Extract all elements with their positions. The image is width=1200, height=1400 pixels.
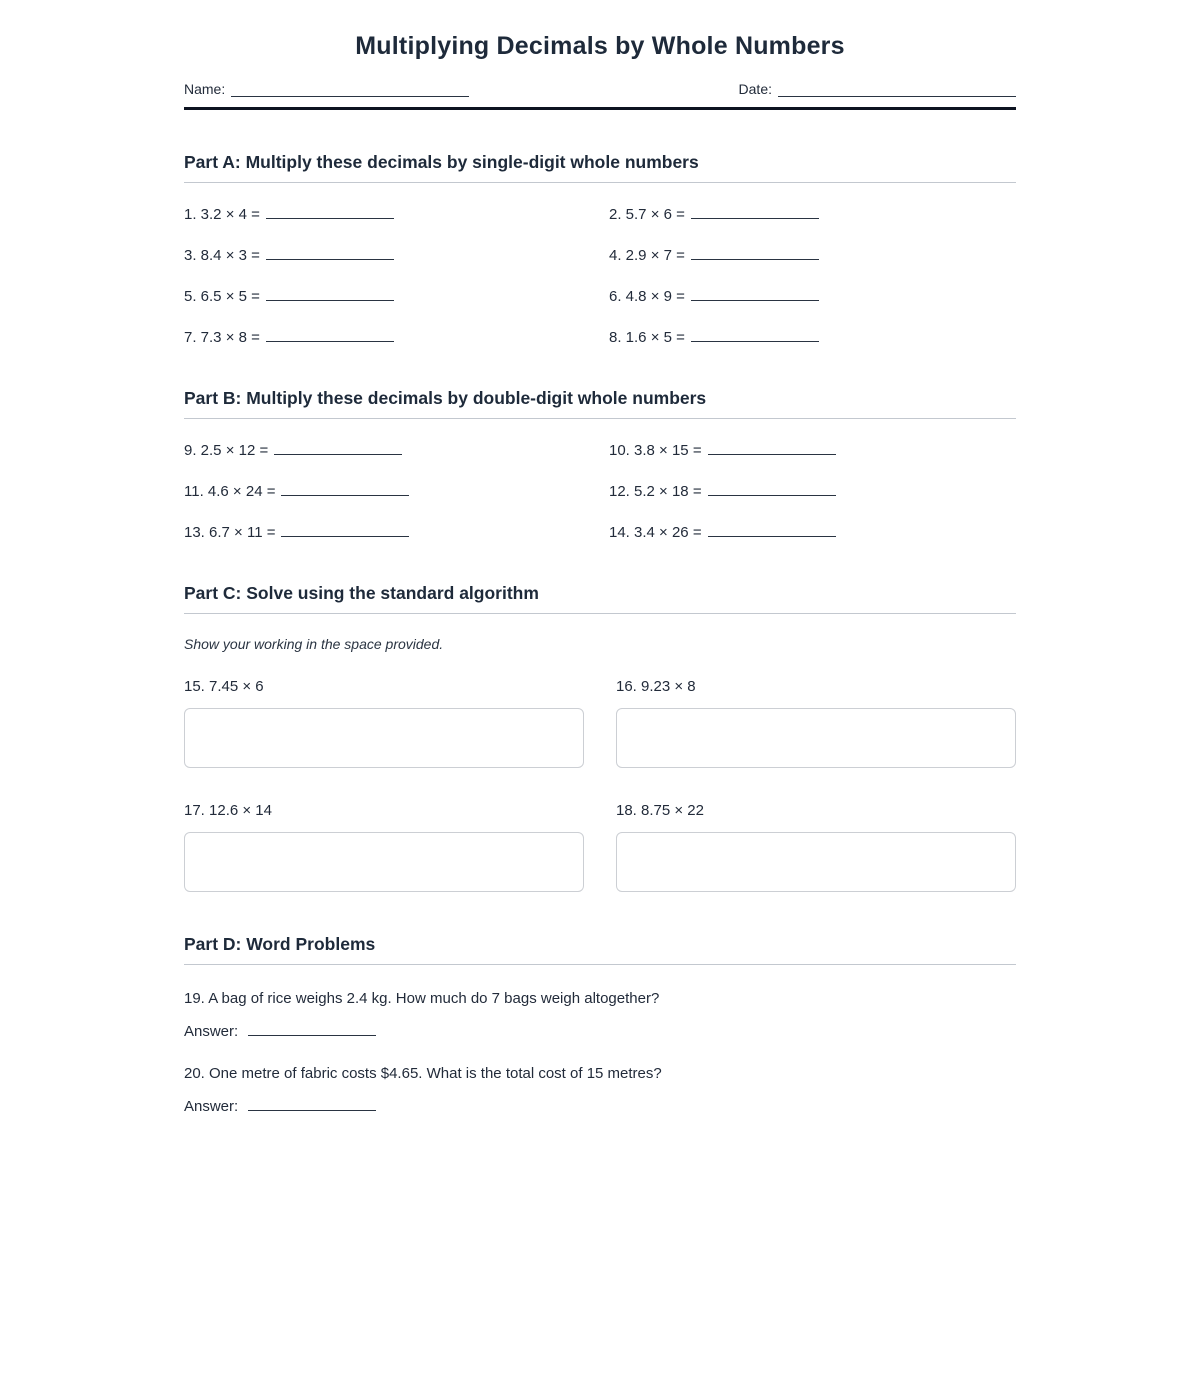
problem-20	[184, 1065, 1016, 1082]
problem-12-answer-blank[interactable]	[708, 482, 836, 496]
problem-1-label: 1. 3.2 × 4 =	[184, 206, 260, 223]
problem-20-answer-row	[184, 1097, 1016, 1115]
problem-13-answer-blank[interactable]	[281, 523, 409, 537]
problem-8-answer-blank[interactable]	[691, 328, 819, 342]
date-field	[739, 81, 1016, 97]
problem-17-label: 17. 12.6 × 14	[184, 802, 272, 819]
problem-14-label: 14. 3.4 × 26 =	[609, 524, 702, 541]
part-b-problems	[184, 441, 1016, 541]
section-part-a	[184, 152, 1016, 346]
page-title: Multiplying Decimals by Whole Numbers	[355, 32, 845, 60]
problem-16-work-box[interactable]	[616, 708, 1016, 768]
part-d-divider	[184, 964, 1016, 965]
date-line[interactable]	[778, 83, 1016, 97]
problem-18	[616, 802, 1016, 892]
part-b-divider	[184, 418, 1016, 419]
problem-16-label: 16. 9.23 × 8	[616, 678, 696, 695]
name-field	[184, 81, 469, 97]
part-a-problems	[184, 205, 1016, 346]
part-c-divider	[184, 613, 1016, 614]
name-line[interactable]	[231, 83, 469, 97]
problem-9-answer-blank[interactable]	[274, 441, 402, 455]
problem-19-answer-row	[184, 1022, 1016, 1040]
part-c-instruction: Show your working in the space provided.	[184, 636, 444, 652]
problem-16	[616, 678, 1016, 768]
part-d-heading: Part D: Word Problems	[184, 934, 376, 954]
problem-12-label: 12. 5.2 × 18 =	[609, 483, 702, 500]
problem-13-label: 13. 6.7 × 11 =	[184, 524, 276, 541]
problem-8-label: 8. 1.6 × 5 =	[609, 329, 685, 346]
problem-6	[609, 287, 1016, 305]
date-label: Date:	[738, 81, 772, 97]
problem-4-label: 4. 2.9 × 7 =	[609, 247, 685, 264]
problem-19-answer-blank[interactable]	[248, 1022, 376, 1036]
problem-14	[609, 523, 1016, 541]
problem-17	[184, 802, 584, 892]
problem-1-answer-blank[interactable]	[266, 205, 394, 219]
problem-3-answer-blank[interactable]	[266, 246, 394, 260]
problem-9-label: 9. 2.5 × 12 =	[184, 442, 269, 459]
section-part-b	[184, 388, 1016, 541]
problem-3	[184, 246, 591, 264]
name-date-row	[184, 81, 1016, 97]
problem-14-answer-blank[interactable]	[708, 523, 836, 537]
problem-19	[184, 990, 1016, 1007]
name-label: Name:	[184, 81, 226, 97]
problem-10-answer-blank[interactable]	[708, 441, 836, 455]
problem-3-label: 3. 8.4 × 3 =	[184, 247, 260, 264]
problem-18-work-box[interactable]	[616, 832, 1016, 892]
part-a-divider	[184, 182, 1016, 183]
problem-9	[184, 441, 591, 459]
problem-7-label: 7. 7.3 × 8 =	[184, 329, 260, 346]
problem-4-answer-blank[interactable]	[691, 246, 819, 260]
problem-1	[184, 205, 591, 223]
problem-19-answer-label: Answer:	[184, 1023, 239, 1040]
part-c-heading: Part C: Solve using the standard algorithm	[184, 583, 539, 603]
problem-11-label: 11. 4.6 × 24 =	[184, 483, 276, 500]
part-c-problems	[184, 678, 1016, 892]
part-a-heading: Part A: Multiply these decimals by single-digit whole numbers	[184, 152, 699, 172]
problem-20-answer-blank[interactable]	[248, 1097, 376, 1111]
section-part-c	[184, 583, 1016, 892]
problem-2	[609, 205, 1016, 223]
problem-5-answer-blank[interactable]	[266, 287, 394, 301]
problem-11-answer-blank[interactable]	[281, 482, 409, 496]
problem-10	[609, 441, 1016, 459]
problem-10-label: 10. 3.8 × 15 =	[609, 442, 702, 459]
problem-12	[609, 482, 1016, 500]
section-part-d	[184, 934, 1016, 1115]
problem-15-work-box[interactable]	[184, 708, 584, 768]
problem-17-work-box[interactable]	[184, 832, 584, 892]
header-divider	[184, 107, 1016, 110]
problem-5	[184, 287, 591, 305]
part-b-heading: Part B: Multiply these decimals by double-digit whole numbers	[184, 388, 707, 408]
problem-19-question: 19. A bag of rice weighs 2.4 kg. How much do 7 bags weigh altogether?	[184, 990, 660, 1007]
problem-2-label: 2. 5.7 × 6 =	[609, 206, 685, 223]
problem-15	[184, 678, 584, 768]
problem-5-label: 5. 6.5 × 5 =	[184, 288, 260, 305]
problem-20-question: 20. One metre of fabric costs $4.65. What is the total cost of 15 metres?	[184, 1065, 662, 1082]
problem-6-label: 6. 4.8 × 9 =	[609, 288, 685, 305]
problem-20-answer-label: Answer:	[184, 1098, 239, 1115]
problem-11	[184, 482, 591, 500]
problem-4	[609, 246, 1016, 264]
problem-18-label: 18. 8.75 × 22	[616, 802, 704, 819]
problem-15-label: 15. 7.45 × 6	[184, 678, 264, 695]
problem-2-answer-blank[interactable]	[691, 205, 819, 219]
problem-7	[184, 328, 591, 346]
problem-6-answer-blank[interactable]	[691, 287, 819, 301]
problem-8	[609, 328, 1016, 346]
problem-13	[184, 523, 591, 541]
problem-7-answer-blank[interactable]	[266, 328, 394, 342]
worksheet-content	[184, 0, 1016, 1115]
